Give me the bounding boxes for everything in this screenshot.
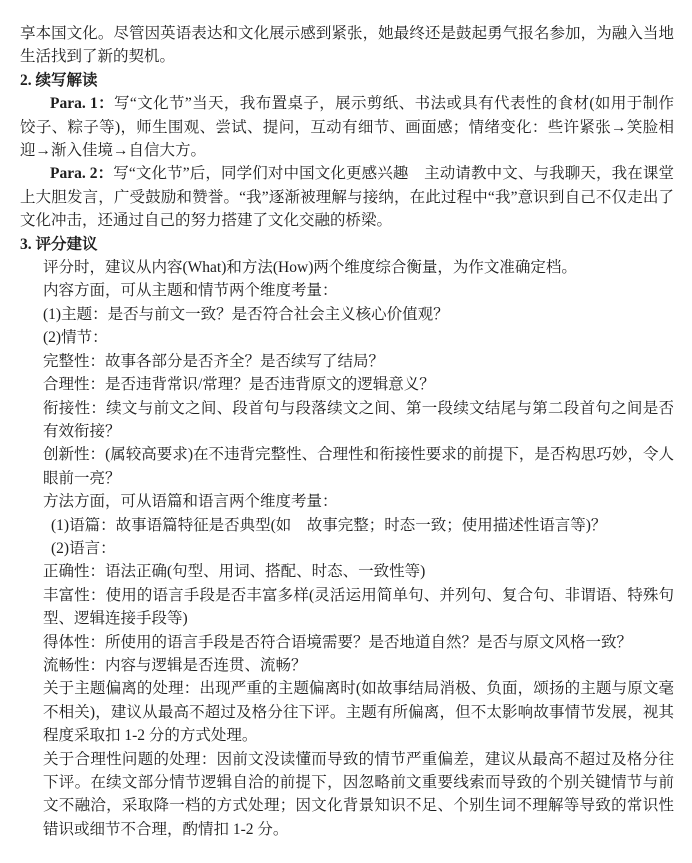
line-cohesion: 衔接性：续文与前文之间、段首句与段落续文之间、第一段续文结尾与第二段首句之间是否有效衔接？ <box>43 399 674 440</box>
line-scoring-overview: 评分时，建议从内容(What)和方法(How)两个维度综合衡量，为作文准确定档。 <box>43 259 577 277</box>
line-reasonableness: 合理性：是否违背常识/常理？是否违背原文的逻辑意义？ <box>43 376 435 394</box>
line-content-plot: (2)情节： <box>43 329 108 347</box>
section3-body <box>43 256 674 841</box>
line-accuracy: 正确性：语法正确(句型、用词、搭配、时态、一致性等) <box>43 563 426 581</box>
line-method-language: (2)语言： <box>51 539 116 557</box>
line-content-dimension: 内容方面，可从主题和情节两个维度考量： <box>43 282 338 300</box>
intro-and-section2-block <box>20 22 674 256</box>
para2-label: Para. 2： <box>50 165 114 183</box>
line-theme-deviation-handling: 关于主题偏离的处理：出现严重的主题偏离时(如故事结局消极、负面，颂扬的主题与原文毫不相关)，建议从最高不超过及格分往下评。主题有所偏离，但不太影响故事情节发展，视其程度采取扣 1-2 分的方式处理。 <box>43 680 674 745</box>
line-fluency: 流畅性：内容与逻辑是否连贯、流畅？ <box>43 656 307 674</box>
section3-heading: 3. 评分建议 <box>20 235 98 253</box>
para1-label: Para. 1： <box>50 95 115 113</box>
para2-interpretation <box>20 162 674 232</box>
line-content-theme: (1)主题：是否与前文一致？是否符合社会主义核心价值观？ <box>43 305 449 323</box>
line-appropriateness: 得体性：所使用的语言手段是否符合语境需要？是否地道自然？是否与原文风格一致？ <box>43 633 633 651</box>
line-reasonableness-issue-handling: 关于合理性问题的处理：因前文没读懂而导致的情节严重偏差，建议从最高不超过及格分往下评。在续文部分情节逻辑自洽的前提下，因忽略前文重要线索而导致的个别关键情节与前文不融洽，采取降一档的方式处理；因文化背景知识不足、个别生词不理解等导致的常识性错识或细节不合理，酌情扣 1-2 分。 <box>43 750 674 838</box>
line-completeness: 完整性：故事各部分是否齐全？是否续写了结局？ <box>43 352 385 370</box>
para1-interpretation <box>20 92 674 162</box>
para1-text: 写“文化节”当天，我布置桌子，展示剪纸、书法或具有代表性的食材(如用于制作饺子、粽子等)，师生围观、尝试、提问，互动有细节、画面感；情绪变化：些许紧张→笑脸相迎→渐入佳境→自信大方。 <box>20 95 674 160</box>
intro-paragraph: 享本国文化。尽管因英语表达和文化展示感到紧张，她最终还是鼓起勇气报名参加，为融入当地生活找到了新的契机。 <box>20 25 674 66</box>
line-method-dimension: 方法方面，可从语篇和语言两个维度考量： <box>43 493 338 511</box>
section2-heading: 2. 续写解读 <box>20 71 98 89</box>
para2-text: 写“文化节”后，同学们对中国文化更感兴趣 主动请教中文、与我聊天，我在课堂上大胆发言，广受鼓励和赞誉。“我”逐渐被理解与接纳，在此过程中“我”意识到自己不仅走出了文化冲击，还通过自己的努力搭建了文化交融的桥梁。 <box>20 165 674 230</box>
line-richness: 丰富性：使用的语言手段是否丰富多样(灵活运用简单句、并列句、复合句、非谓语、特殊句型、逻辑连接手段等) <box>43 586 674 628</box>
line-creativity: 创新性：(属较高要求)在不违背完整性、合理性和衔接性要求的前提下，是否构思巧妙，令人眼前一亮？ <box>43 446 674 487</box>
line-method-discourse: (1)语篇：故事语篇特征是否典型(如 故事完整；时态一致；使用描述性语言等)？ <box>51 516 607 534</box>
